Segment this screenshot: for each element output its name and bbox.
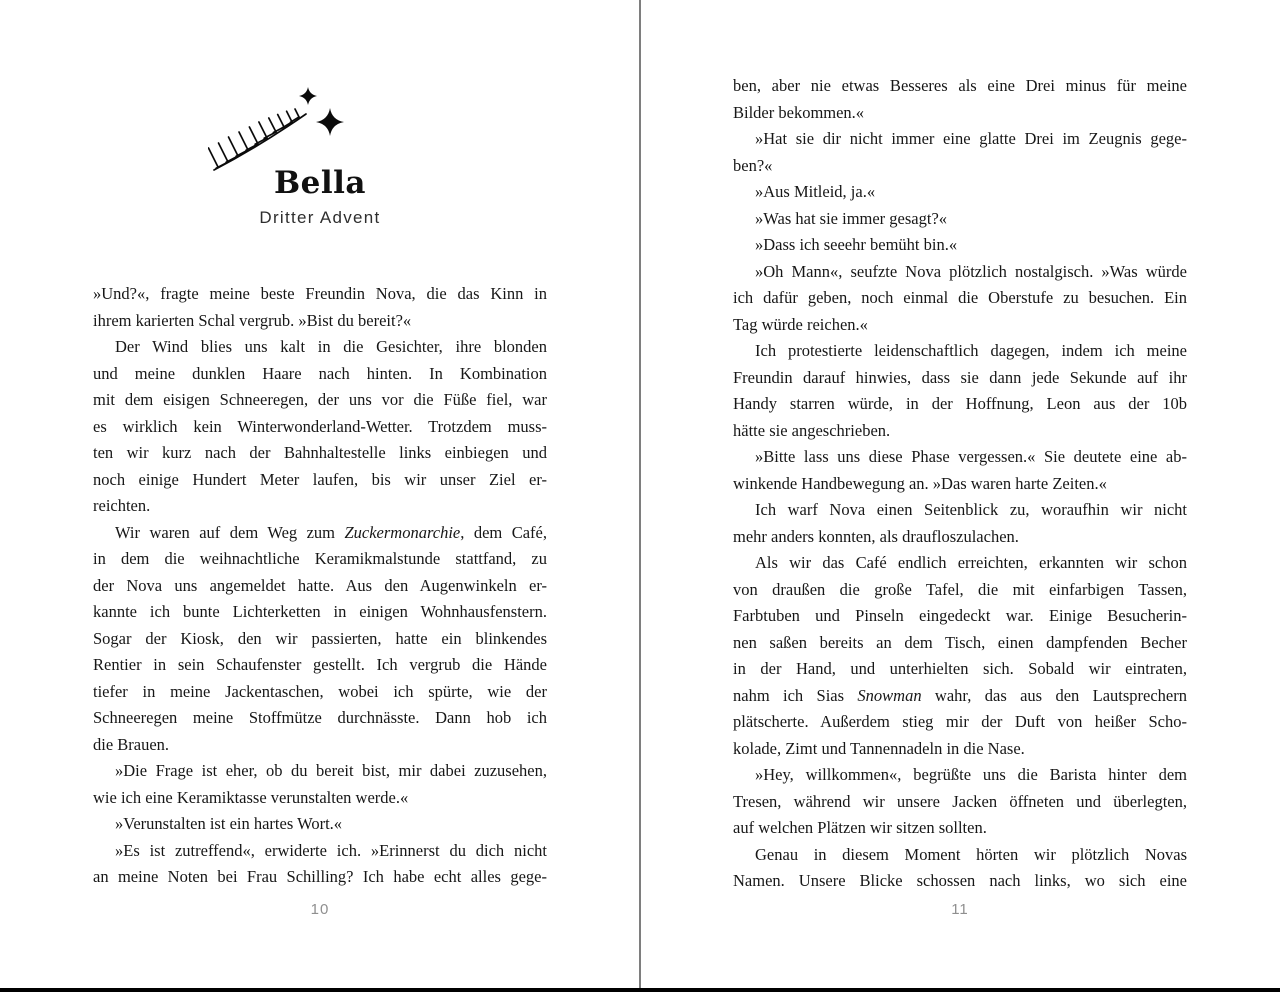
- text-line: »Verunstalten ist ein hartes Wort.«: [115, 814, 343, 833]
- text-line: Namen. Unsere Blicke schossen nach links, wo sich eine: [733, 871, 1187, 890]
- sparkle-icon: [299, 87, 344, 136]
- text-line: auf welchen Plätzen wir sitzen sollten.: [733, 818, 987, 837]
- text-line: »Was hat sie immer gesagt?«: [755, 208, 948, 228]
- text-line: Ich warf Nova einen Seitenblick zu, woraufhin wir nicht: [755, 500, 1187, 519]
- text-line: Genau in diesem Moment hörten wir plötzlich Novas: [755, 844, 1187, 864]
- text-line: nen saßen bereits an dem Tisch, einen dampfenden Becher: [733, 632, 1187, 652]
- chapter-title: Bella: [273, 165, 367, 201]
- text-line: die Brauen.: [93, 734, 170, 754]
- text-line: es wirklich kein Winterwonderland-Wetter. Trotzdem muss-: [93, 416, 547, 436]
- text-line: Als wir das Café endlich erreichten, erkannten wir schon: [755, 553, 1187, 572]
- text-line: »Aus Mitleid, ja.«: [755, 182, 876, 201]
- text-line: hätte sie angeschrieben.: [733, 420, 891, 440]
- text-line: in dem die weihnachtliche Keramikmalstunde stattfand, zu: [93, 549, 547, 568]
- text-line: mehr anders konnten, als draufloszulachen.: [733, 526, 1019, 546]
- text-line: und meine dunklen Haare nach hinten. In Kombination: [93, 363, 547, 383]
- text-line: von draußen die große Tafel, die mit einfarbigen Tassen,: [733, 579, 1187, 599]
- text-line: ihrem karierten Schal vergrub. »Bist du bereit?«: [93, 310, 412, 330]
- page-right: [733, 0, 1187, 995]
- text-line: »Bitte lass uns diese Phase vergessen.« Sie deutete eine ab-: [755, 447, 1187, 466]
- text-line: winkende Handbewegung an. »Das waren harte Zeiten.«: [733, 473, 1107, 493]
- text-line: »Und?«, fragte meine beste Freundin Nova, die das Kinn in: [93, 284, 547, 303]
- text-line: Der Wind blies uns kalt in die Gesichter, ihre blonden: [115, 337, 547, 356]
- left-page-text: [93, 281, 547, 891]
- text-line: in der Hand, und unterhielten sich. Sobald wir eintraten,: [733, 659, 1187, 678]
- text-line: plätscherte. Außerdem stieg mir der Duft von heißer Scho-: [733, 712, 1187, 731]
- text-line: der Nova uns angemeldet hatte. Aus den Augenwinkeln er-: [93, 575, 547, 595]
- text-line: an meine Noten bei Frau Schilling? Ich habe echt alles gege-: [93, 867, 547, 886]
- text-line: mit dem eisigen Schneeregen, der uns vor die Füße fiel, war: [93, 390, 547, 409]
- text-line: ben?«: [733, 155, 773, 175]
- text-line: noch einige Hundert Meter laufen, bis wir unser Ziel er-: [93, 469, 547, 489]
- right-page-text: [733, 73, 1187, 895]
- text-line: Bilder bekommen.«: [733, 102, 865, 122]
- text-line: »Die Frage ist eher, ob du bereit bist, mir dabei zuzusehen,: [115, 761, 547, 780]
- text-line: Ich protestierte leidenschaftlich dagegen, indem ich meine: [755, 341, 1187, 360]
- text-line: ten wir kurz nach der Bahnhaltestelle links einbiegen und: [93, 443, 547, 462]
- text-line: »Dass ich seeehr bemüht bin.«: [755, 235, 958, 254]
- text-line: tiefer in meine Jackentaschen, wobei ich spürte, wie der: [93, 681, 547, 701]
- chapter-subtitle: Dritter Advent: [259, 208, 381, 227]
- bottom-rule: [0, 988, 1280, 992]
- text-line: Sogar der Kiosk, den wir passierten, hatte ein blinkendes: [93, 628, 547, 648]
- text-line: ben, aber nie etwas Besseres als eine Drei minus für meine: [733, 76, 1187, 95]
- text-line: nahm ich Sias Snowman wahr, das aus den Lautsprechern: [733, 685, 1187, 705]
- text-line: Rentier in sein Schaufenster gestellt. Ich vergrub die Hände: [93, 655, 547, 674]
- page-number-right: 11: [951, 901, 969, 918]
- text-line: Schneeregen meine Stoffmütze durchnässte. Dann hob ich: [93, 708, 547, 727]
- text-line: Tag würde reichen.«: [733, 314, 868, 334]
- text-line: Freundin darauf hinwies, dass sie dann jede Sekunde auf ihr: [733, 367, 1187, 387]
- page-number-left: 10: [310, 901, 330, 918]
- text-line: »Es ist zutreffend«, erwiderte ich. »Erinnerst du dich nicht: [115, 840, 547, 860]
- text-line: Tresen, während wir unsere Jacken öffneten und überlegten,: [733, 791, 1187, 811]
- text-line: »Hey, willkommen«, begrüßte uns die Barista hinter dem: [755, 765, 1187, 784]
- text-line: Wir waren auf dem Weg zum Zuckermonarchie, dem Café,: [115, 522, 547, 542]
- page-left: [93, 0, 547, 995]
- text-line: »Oh Mann«, seufzte Nova plötzlich nostalgisch. »Was würde: [755, 261, 1187, 281]
- text-line: kolade, Zimt und Tannennadeln in die Nase.: [733, 738, 1025, 758]
- page-divider: [639, 0, 641, 990]
- text-line: wie ich eine Keramiktasse verunstalten werde.«: [93, 787, 409, 807]
- text-line: Farbtuben und Pinseln eingedeckt war. Einige Besucherin-: [733, 606, 1187, 625]
- text-line: reichten.: [93, 496, 151, 515]
- text-line: kannte ich bunte Lichterketten in einigen Wohnhausfenstern.: [93, 602, 547, 621]
- text-line: Handy starren würde, in der Hoffnung, Leon aus der 10b: [733, 394, 1187, 413]
- text-line: ich dafür geben, noch einmal die Oberstufe zu besuchen. Ein: [733, 288, 1187, 307]
- text-line: »Hat sie dir nicht immer eine glatte Drei im Zeugnis gege-: [755, 129, 1187, 148]
